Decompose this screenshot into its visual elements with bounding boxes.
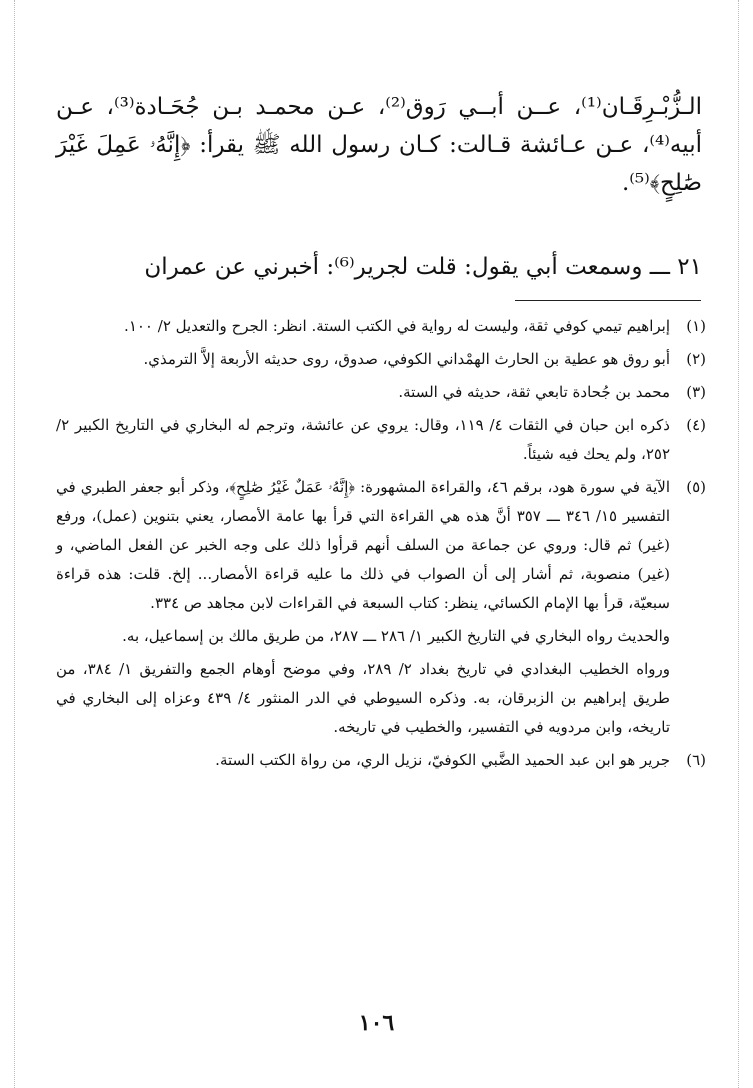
footnote-number: (٤) xyxy=(686,416,706,434)
footnote-number: (١) xyxy=(686,317,706,335)
footnote-separator xyxy=(515,300,701,301)
hadith-heading: ٢١ ـــ وسمعت أبي يقول: قلت لجرير⁽⁶⁾: أخبرني عن عمران xyxy=(144,254,702,280)
footnote-1 xyxy=(56,312,706,341)
footnote-number: (٣) xyxy=(686,383,706,401)
footnote-number: (٦) xyxy=(686,751,706,769)
right-margin-dots xyxy=(738,0,739,1088)
footnote-text: محمد بن جُحادة تابعي ثقة، حديثه في الستة. xyxy=(398,383,670,401)
footnote-text: جرير هو ابن عبد الحميد الضَّبي الكوفيّ، نزيل الري، من رواة الكتب الستة. xyxy=(215,751,670,769)
footnote-5-continuation-1: والحديث رواه البخاري في التاريخ الكبير ١/ ٢٨٦ ـــ ٢٨٧، من طريق مالك بن إسماعيل، به. xyxy=(122,627,670,645)
footnote-number: (٢) xyxy=(686,350,706,368)
footnote-2 xyxy=(56,345,706,374)
footnote-number: (٥) xyxy=(686,478,706,496)
footnote-text: إبراهيم تيمي كوفي ثقة، وليست له رواية في الكتب الستة. انظر: الجرح والتعديل ٢/ ١٠٠. xyxy=(124,317,670,335)
footnotes xyxy=(56,312,706,779)
footnote-text: الآية في سورة هود، برقم ٤٦، والقراءة المشهورة: ﴿إِنَّهُۥ عَمَلٌ غَيْرُ صَٰلِحٍ﴾، وذكر أبو جعفر الطبري في التفسير ١٥/ ٣٤٦ ـــ ٣٥٧ أنَّ هذه هي القراءة التي قرأ بها عامة الأمصار، يعني بتنوين (عمل)، ورفع (غير) ثم قال: وروي عن جماعة من السلف أنهم قرأوا ذلك على وجه الخبر عن الفعل الماضي، و (غير) منصوبة، ثم أشار إلى أن الصواب في ذلك ما عليه قراءة الأمصار... إلخ. قلت: هذه قراءة سبعيّة، قرأ بها الإمام الكسائي، ينظر: كتاب السبعة في القراءات لابن مجاهد ص ٣٣٤. xyxy=(56,478,671,612)
left-margin-dots xyxy=(14,0,15,1088)
footnote-5-continuation-2: ورواه الخطيب البغدادي في تاريخ بغداد ٢/ ٢٨٩، وفي موضح أوهام الجمع والتفريق ١/ ٣٨٤، من طريق إبراهيم بن الزبرقان، به. وذكره السيوطي في الدر المنثور ٤/ ٤٣٩ وعزاه إلى البخاري في تاريخه، وابن مردويه في التفسير، والخطيب في تاريخه. xyxy=(56,660,670,736)
footnote-text: أبو روق هو عطية بن الحارث الهمْداني الكوفي، صدوق، روى حديثه الأربعة إلاَّ الترمذي. xyxy=(143,350,670,368)
main-paragraph: الـزُّبْـرِقَـان⁽¹⁾، عــن أبــي رَوق⁽²⁾، عـن محمـد بـن جُحَـادة⁽³⁾، عـن أبيه⁽⁴⁾، عـن عـائشة قـالت: كـان رسول الله ﷺ يقرأ: ﴿إِنَّهُۥ عَمِلَ غَيْرَ صَٰلِحٍ﴾⁽⁵⁾. xyxy=(56,94,702,196)
footnote-4 xyxy=(56,411,706,469)
footnote-text: ذكره ابن حبان في الثقات ٤/ ١١٩، وقال: يروي عن عائشة، وترجم له البخاري في التاريخ الكبير ٢/ ٢٥٢، ولم يحك فيه شيئاً. xyxy=(56,416,670,463)
main-text xyxy=(56,88,702,202)
footnote-3 xyxy=(56,378,706,407)
footnote-6 xyxy=(56,746,706,775)
footnote-5 xyxy=(56,473,706,618)
page-number: ١٠٦ xyxy=(358,1010,395,1036)
